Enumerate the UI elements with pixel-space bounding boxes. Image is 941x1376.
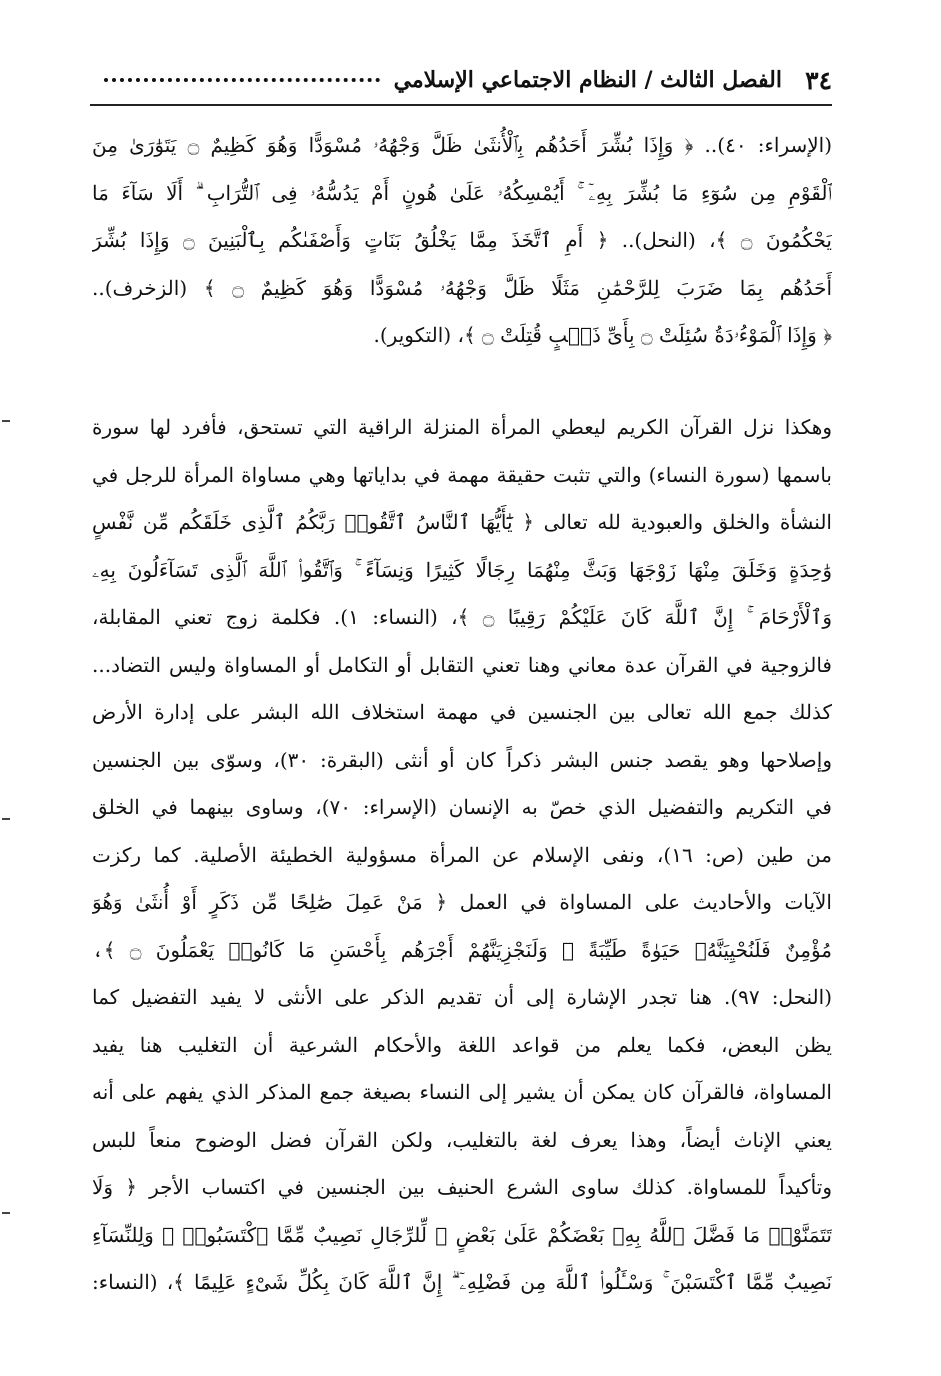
margin-mark (2, 818, 10, 820)
text-line: وإصلاحها وهو يقصد جنس البشر ذكراً كان أو أنثى (البقرة: ٣٠)، وسوّى بين الجنسين (92, 747, 832, 772)
text-line: فالزوجية في القرآن عدة معاني وهنا تعني التقابل أو التكامل أو المساواة وليس التضاد... (92, 652, 832, 677)
text-line: من طين (ص: ١٦)، ونفى الإسلام عن المرأة مسؤولية الخطيئة الأصلية. كما ركزت (92, 842, 832, 867)
margin-mark (2, 1212, 10, 1214)
text-line: كذلك جمع الله تعالى بين الجنسين في مهمة استخلاف الله البشر على إدارة الأرض (92, 700, 832, 724)
text-line: وَٰحِدَةٍ وَخَلَقَ مِنْهَا زَوْجَهَا وَبَثَّ مِنْهُمَا رِجَالًا كَثِيرًا وَنِسَآءً ۚ وَٱتَّقُوا۟ ٱللَّهَ ٱلَّذِى تَسَآءَلُونَ بِهِۦ (92, 557, 832, 582)
text-line: باسمها (سورة النساء) والتي تثبت حقيقة مهمة في بداياتها وهي مساواة المرأة للرجل في (92, 462, 832, 487)
text-line: أَحَدُهُم بِمَا ضَرَبَ لِلرَّحْمَٰنِ مَثَلًا ظَلَّ وَجْهُهُۥ مُسْوَدًّا وَهُوَ كَظِيمٌ ۝ ﴾ (الزخرف).. (92, 275, 832, 300)
chapter-title: الفصل الثالث / النظام الاجتماعي الإسلامي (393, 67, 782, 93)
text-line: (الإسراء: ٤٠).. ﴿ وَإِذَا بُشِّرَ أَحَدُهُم بِٱلْأُنثَىٰ ظَلَّ وَجْهُهُۥ مُسْوَدًّا وَهُوَ كَظِيمٌ ۝ يَتَوَٰرَىٰ مِنَ (92, 133, 832, 157)
quranic-quotations-block (92, 122, 832, 360)
text-line: (النحل: ٩٧). هنا تجدر الإشارة إلى أن تقديم الذكر على الأنثى لا يفيد التفضيل كما (92, 985, 832, 1009)
text-line: تَتَمَنَّوْا۟ مَا فَضَّلَ ٱللَّهُ بِهِۦ بَعْضَكُمْ عَلَىٰ بَعْضٍ ۚ لِّلرِّجَالِ نَصِيبٌ مِّمَّا ٱكْتَسَبُوا۟ ۖ وَلِلنِّسَآءِ (92, 1222, 832, 1247)
text-line: المساواة، فالقرآن كان يمكن أن يشير إلى النساء بصيغة جمع المذكر الذي يفهم على أنه (92, 1080, 832, 1104)
text-line: ﴿ وَإِذَا ٱلْمَوْءُۥدَةُ سُئِلَتْ ۝ بِأَىِّ ذَنۢبٍ قُتِلَتْ ۝ ﴾، (التكوير). (373, 323, 832, 347)
text-line: ٱلْقَوْمِ مِن سُوٓءِ مَا بُشِّرَ بِهِۦٓ ۚ أَيُمْسِكُهُۥ عَلَىٰ هُونٍ أَمْ يَدُسُّهُۥ فِى ٱلتُّرَابِ ۗ أَلَا سَآءَ مَا (92, 180, 832, 205)
header-rule (90, 104, 832, 106)
text-line: وَٱلْأَرْحَامَ ۚ إِنَّ ٱللَّهَ كَانَ عَلَيْكُمْ رَقِيبًا ۝ ﴾، (النساء: ١). فكلمة زوج تعني المقابلة، (92, 605, 832, 629)
header-dotted-leader (104, 78, 380, 82)
text-line: وهكذا نزل القرآن الكريم ليعطي المرأة المنزلة الراقية التي تستحق، فأفرد لها سورة (92, 415, 832, 439)
text-line: نَصِيبٌ مِّمَّا ٱكْتَسَبْنَ ۚ وَسْـَٔلُوا۟ ٱللَّهَ مِن فَضْلِهِۦٓ ۗ إِنَّ ٱللَّهَ كَانَ بِكُلِّ شَىْءٍ عَلِيمًا ﴾، (النساء: (92, 1270, 832, 1294)
text-line: مُؤْمِنٌ فَلَنُحْيِيَنَّهُۥ حَيَوٰةً طَيِّبَةً ۖ وَلَنَجْزِيَنَّهُمْ أَجْرَهُم بِأَحْسَنِ مَا كَانُوا۟ يَعْمَلُونَ ۝ ﴾، (92, 937, 832, 962)
text-line: النشأة والخلق والعبودية لله تعالى ﴿ يَٰٓأَيُّهَا ٱلنَّاسُ ٱتَّقُوا۟ رَبَّكُمُ ٱلَّذِى خَلَقَكُم مِّن نَّفْسٍ (92, 510, 832, 534)
running-header (90, 58, 832, 102)
text-line: الآيات والأحاديث على المساواة في العمل ﴿ مَنْ عَمِلَ صَٰلِحًا مِّن ذَكَرٍ أَوْ أُنثَىٰ وَهُوَ (92, 890, 832, 914)
text-line: وتأكيداً للمساواة. كذلك ساوى الشرع الحنيف بين الجنسين في اكتساب الأجر ﴿ وَلَا (92, 1175, 832, 1199)
scan-margin-marks (0, 0, 14, 1376)
page-number: ٣٤ (805, 65, 832, 95)
margin-mark (2, 420, 10, 422)
text-line: في التكريم والتفضيل الذي خصّ به الإنسان (الإسراء: ٧٠)، وساوى بينهما في الخلق (92, 795, 832, 819)
main-paragraph (92, 404, 832, 1307)
text-line: يظن البعض، فكما يعلم من قواعد اللغة والأحكام الشرعية أن التغليب هنا يفيد (92, 1032, 832, 1057)
text-line: يَحْكُمُونَ ۝ ﴾، (النحل).. ﴿ أَمِ ٱتَّخَذَ مِمَّا يَخْلُقُ بَنَاتٍ وَأَصْفَىٰكُم بِٱلْبَنِينَ ۝ وَإِذَا بُشِّرَ (92, 228, 832, 252)
text-line: يعني الإناث أيضاً، وهذا يعرف لغة بالتغليب، ولكن القرآن فضل الوضوح منعاً للبس (92, 1127, 832, 1152)
